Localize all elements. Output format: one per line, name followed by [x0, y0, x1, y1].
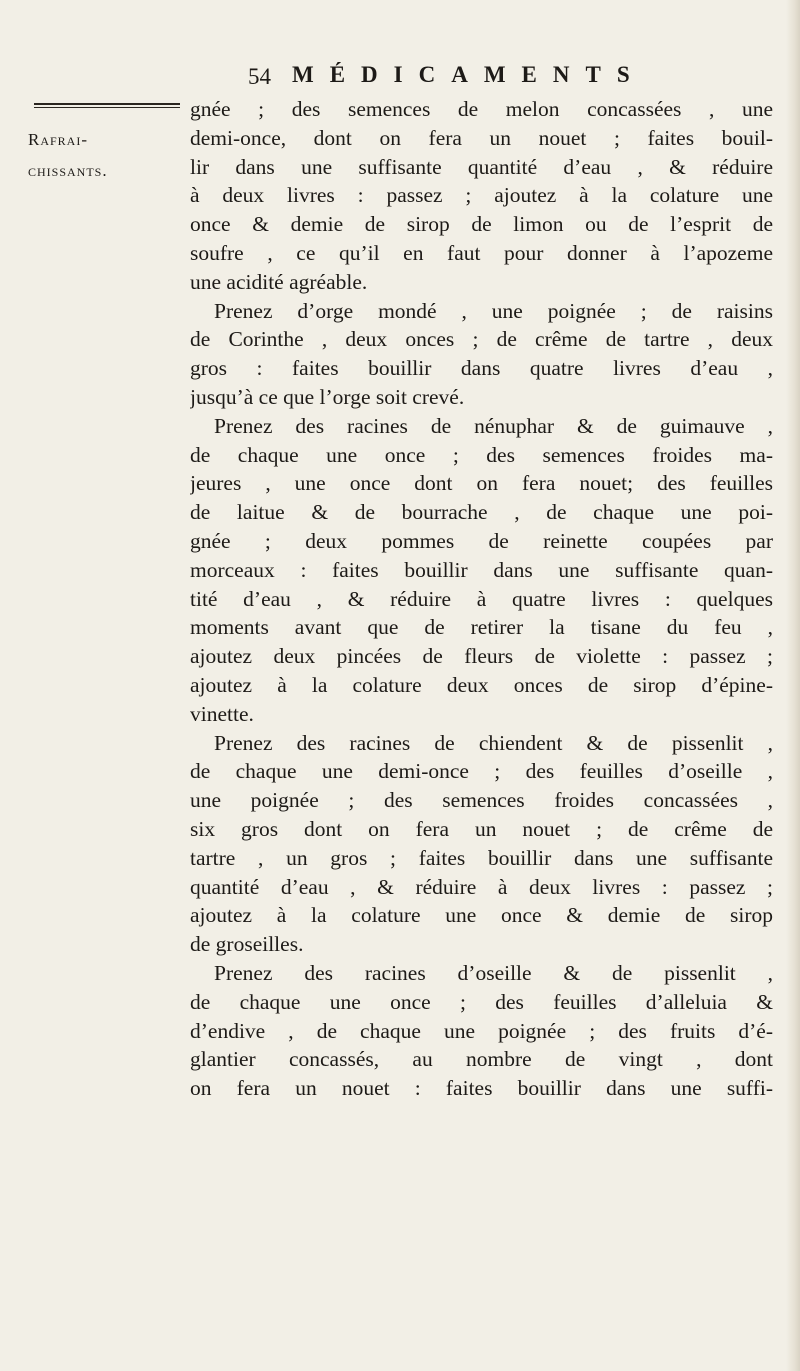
text-line: moments avant que de retirer la tisane du feu , [190, 615, 773, 640]
text-line: tité d’eau , & réduire à quatre livres : quelques [190, 586, 773, 611]
text-line: jeures , une once dont on fera nouet; des feuilles [190, 471, 773, 496]
text-line: gros : faites bouillir dans quatre livres d’eau , [190, 356, 773, 381]
text-line: de groseilles. [190, 932, 304, 957]
text-line: lir dans une suffisante quantité d’eau , & réduire [190, 154, 773, 179]
text-line: de chaque une once ; des feuilles d’alleluia & [190, 989, 773, 1014]
text-line: gnée ; des semences de melon concassées , une [190, 97, 773, 121]
margin-note-line: Rafrai- [28, 130, 89, 149]
margin-rule [34, 103, 180, 105]
text-line: ajoutez à la colature deux onces de sirop d’épine- [190, 672, 773, 697]
running-title: MÉDICAMENTS [292, 62, 646, 87]
text-line: morceaux : faites bouillir dans une suffisante quan- [190, 557, 773, 582]
text-line: une poignée ; des semences froides concassées , [190, 788, 773, 813]
text-line: soufre , ce qu’il en faut pour donner à l’apozeme [190, 240, 773, 265]
text-line: Prenez d’orge mondé , une poignée ; de raisins [214, 298, 773, 323]
text-line: quantité d’eau , & réduire à deux livres : passez ; [190, 874, 773, 899]
text-line: ajoutez deux pincées de fleurs de violette : passez ; [190, 644, 773, 669]
body-text [190, 95, 773, 1103]
text-line: vinette. [190, 701, 254, 726]
text-line: glantier concassés, au nombre de vingt , dont [190, 1047, 773, 1072]
margin-note-line: chissants. [28, 161, 108, 180]
text-line: de laitue & de bourrache , de chaque une poi- [190, 500, 773, 525]
text-line: de chaque une demi-once ; des feuilles d’oseille , [190, 759, 773, 784]
text-line: demi-once, dont on fera un nouet ; faites bouil- [190, 125, 773, 150]
page-edge [786, 0, 800, 1371]
text-line: de Corinthe , deux onces ; de crême de tartre , deux [190, 327, 773, 352]
page-number: 54 [248, 64, 271, 89]
text-line: tartre , un gros ; faites bouillir dans une suffisante [190, 845, 773, 870]
text-line: de chaque une once ; des semences froides ma- [190, 442, 773, 467]
margin-rule-thin [34, 107, 180, 108]
margin-note [28, 124, 108, 186]
page-header [248, 62, 748, 94]
text-line: six gros dont on fera un nouet ; de crême de [190, 816, 773, 841]
text-line: Prenez des racines de nénuphar & de guimauve , [214, 413, 773, 438]
text-line: gnée ; deux pommes de reinette coupées par [190, 528, 773, 553]
text-line: once & demie de sirop de limon ou de l’esprit de [190, 212, 773, 237]
text-line: on fera un nouet : faites bouillir dans une suffi- [190, 1076, 773, 1101]
text-line: une acidité agréable. [190, 269, 368, 294]
text-line: ajoutez à la colature une once & demie de sirop [190, 903, 773, 928]
text-line: d’endive , de chaque une poignée ; des fruits d’é- [190, 1018, 773, 1043]
text-line: Prenez des racines de chiendent & de pissenlit , [214, 730, 773, 755]
text-line: à deux livres : passez ; ajoutez à la colature une [190, 183, 773, 208]
text-line: jusqu’à ce que l’orge soit crevé. [190, 384, 465, 409]
text-line: Prenez des racines d’oseille & de pissenlit , [214, 960, 773, 985]
